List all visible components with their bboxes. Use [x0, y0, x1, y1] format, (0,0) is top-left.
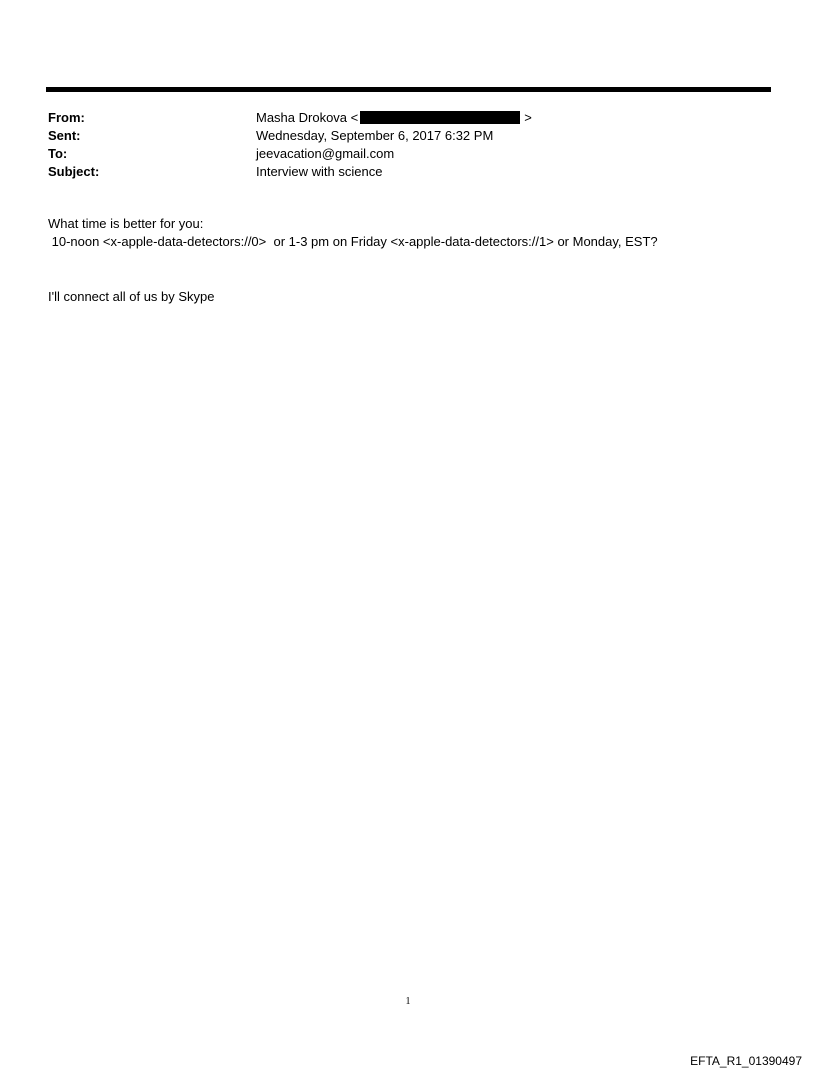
- from-value: [256, 110, 532, 125]
- page-number: 1: [405, 996, 411, 1007]
- redaction-box: [360, 111, 520, 124]
- from-close-bracket: >: [524, 109, 532, 125]
- subject-label: Subject:: [48, 163, 100, 179]
- from-label: From:: [48, 109, 85, 125]
- to-row: [48, 144, 748, 162]
- header-divider: [46, 87, 771, 92]
- from-row: [48, 108, 748, 126]
- sent-row: [48, 126, 748, 144]
- to-label: To:: [48, 145, 68, 161]
- sent-value: Wednesday, September 6, 2017 6:32 PM: [256, 127, 494, 143]
- subject-value: Interview with science: [256, 163, 383, 179]
- bates-number: EFTA_R1_01390497: [690, 1054, 802, 1068]
- sent-label: Sent:: [48, 127, 81, 143]
- email-header: [48, 108, 748, 180]
- body-line-3: I'll connect all of us by Skype: [48, 289, 215, 304]
- to-value: jeevacation@gmail.com: [256, 145, 395, 161]
- from-name: Masha Drokova <: [256, 109, 359, 125]
- subject-row: [48, 162, 748, 180]
- body-line-1: What time is better for you:: [48, 216, 204, 231]
- body-line-2: 10-noon <x-apple-data-detectors://0> or 1-3 pm on Friday <x-apple-data-detectors://1> or Monday, EST?: [48, 234, 658, 249]
